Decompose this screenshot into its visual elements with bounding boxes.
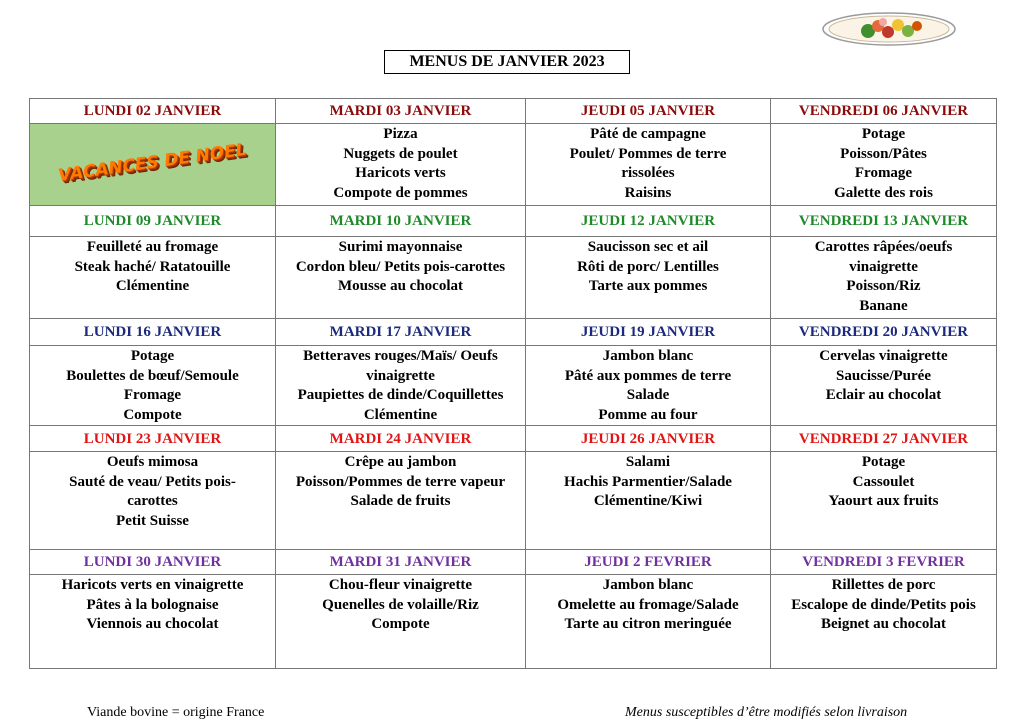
dish: Salade — [626, 387, 670, 403]
menu-cell — [276, 124, 526, 206]
dish: carottes — [127, 493, 178, 509]
menu-cell — [771, 346, 997, 426]
dish: Compote de pommes — [333, 184, 468, 201]
dish: Banane — [859, 297, 908, 314]
day-header: LUNDI 23 JANVIER — [30, 426, 276, 452]
day-header: JEUDI 19 JANVIER — [526, 319, 771, 346]
week-3-header-row — [30, 319, 997, 346]
dish: vinaigrette — [849, 258, 918, 275]
dish: Haricots verts en vinaigrette — [61, 577, 244, 593]
vacances-label: VACANCES DE NOEL — [57, 139, 248, 187]
dish: Clémentine/Kiwi — [593, 493, 703, 509]
menu-cell — [30, 346, 276, 426]
week-3-menu-row — [30, 346, 997, 426]
menu-cell — [30, 452, 276, 550]
dish: Potage — [861, 454, 906, 470]
dish: Salami — [625, 454, 671, 470]
dish: Clémentine — [363, 406, 438, 423]
menu-cell — [526, 346, 771, 426]
day-header: VENDREDI 3 FEVRIER — [771, 550, 997, 575]
dish: Saucisson sec et ail — [587, 239, 709, 255]
dish: Surimi mayonnaise — [338, 239, 463, 255]
dish: Raisins — [624, 184, 672, 201]
dish: Mousse au chocolat — [338, 278, 463, 294]
dish: Steak haché/ Ratatouille — [74, 258, 231, 275]
dish: Cassoulet — [852, 473, 915, 490]
dish: Pâtes à la bolognaise — [86, 596, 219, 613]
dish: Beignet au chocolat — [821, 616, 946, 632]
dish: Sauté de veau/ Petits pois- — [69, 473, 236, 490]
day-header: LUNDI 09 JANVIER — [30, 206, 276, 237]
menu-cell — [526, 575, 771, 669]
menu-cell — [526, 124, 771, 206]
dish: Pomme au four — [598, 406, 698, 423]
week-4-menu-row — [30, 452, 997, 550]
day-header: LUNDI 30 JANVIER — [30, 550, 276, 575]
dish: Haricots verts — [355, 165, 446, 181]
dish: Pâté aux pommes de terre — [564, 367, 732, 384]
menu-cell — [771, 452, 997, 550]
dish: Jambon blanc — [602, 348, 694, 364]
menu-cell — [276, 237, 526, 319]
menu-cell — [771, 237, 997, 319]
dish: Yaourt aux fruits — [828, 493, 939, 509]
dish: Poisson/Riz — [846, 278, 921, 294]
dish: Oeufs mimosa — [106, 454, 199, 470]
footer-note-left: Viande bovine = origine France — [87, 705, 265, 720]
footer-note-right: Menus susceptibles d’être modifiés selon livraison — [625, 705, 908, 720]
day-header: JEUDI 2 FEVRIER — [526, 550, 771, 575]
dish: Tarte aux pommes — [588, 278, 708, 294]
dish: vinaigrette — [366, 367, 435, 384]
week-4-header-row — [30, 426, 997, 452]
dish: Nuggets de poulet — [343, 145, 458, 162]
dish: Hachis Parmentier/Salade — [564, 473, 732, 490]
dish: Compote — [371, 616, 430, 632]
dish: Escalope de dinde/Petits pois — [791, 596, 976, 613]
dish: Poulet/ Pommes de terre — [569, 145, 727, 162]
page-title: MENUS DE JANVIER 2023 — [384, 50, 630, 74]
dish: Jambon blanc — [602, 577, 694, 593]
dish: Compote — [123, 406, 182, 423]
dish: rissolées — [621, 165, 675, 181]
menu-cell — [771, 575, 997, 669]
day-header: JEUDI 05 JANVIER — [526, 99, 771, 124]
day-header: LUNDI 02 JANVIER — [30, 99, 276, 124]
week-5-header-row — [30, 550, 997, 575]
dish: Salade de fruits — [350, 493, 451, 509]
dish: Feuilleté au fromage — [86, 239, 219, 255]
dish: Cervelas vinaigrette — [819, 348, 948, 364]
week-2-header-row — [30, 206, 997, 237]
day-header: MARDI 31 JANVIER — [276, 550, 526, 575]
food-logo-icon — [822, 12, 956, 46]
menu-table — [29, 98, 997, 669]
menu-cell — [771, 124, 997, 206]
dish: Quenelles de volaille/Riz — [322, 596, 479, 613]
menu-cell — [526, 237, 771, 319]
dish: Poisson/Pâtes — [840, 145, 927, 162]
day-header: VENDREDI 27 JANVIER — [771, 426, 997, 452]
menu-cell — [276, 452, 526, 550]
dish: Saucisse/Purée — [836, 367, 931, 384]
dish: Omelette au fromage/Salade — [557, 596, 739, 613]
dish: Boulettes de bœuf/Semoule — [66, 367, 239, 384]
dish: Fromage — [854, 165, 913, 181]
menu-cell — [30, 237, 276, 319]
dish: Poisson/Pommes de terre vapeur — [295, 473, 506, 490]
dish: Rôti de porc/ Lentilles — [577, 258, 719, 275]
day-header: VENDREDI 06 JANVIER — [771, 99, 997, 124]
week-1-menu-row — [30, 124, 997, 206]
dish: Crêpe au jambon — [344, 454, 457, 470]
week-5-menu-row — [30, 575, 997, 669]
menu-cell — [526, 452, 771, 550]
dish: Clémentine — [115, 278, 190, 294]
day-header: MARDI 10 JANVIER — [276, 206, 526, 237]
dish: Pizza — [383, 126, 418, 142]
dish: Rillettes de porc — [831, 577, 936, 593]
week-1-header-row — [30, 99, 997, 124]
dish: Carottes râpées/oeufs — [814, 239, 953, 255]
dish: Chou-fleur vinaigrette — [328, 577, 473, 593]
day-header: MARDI 03 JANVIER — [276, 99, 526, 124]
week-2-menu-row — [30, 237, 997, 319]
dish: Eclair au chocolat — [825, 387, 942, 403]
day-header: MARDI 24 JANVIER — [276, 426, 526, 452]
dish: Potage — [861, 126, 906, 142]
dish: Viennois au chocolat — [86, 616, 219, 632]
dish: Fromage — [123, 387, 182, 403]
menu-cell — [30, 575, 276, 669]
menu-cell — [276, 346, 526, 426]
dish: Petit Suisse — [116, 512, 189, 529]
dish: Pâté de campagne — [590, 126, 706, 142]
day-header: VENDREDI 20 JANVIER — [771, 319, 997, 346]
dish: Potage — [130, 348, 175, 364]
dish: Betteraves rouges/Maïs/ Oeufs — [303, 348, 498, 364]
dish: Galette des rois — [834, 184, 933, 201]
day-header: JEUDI 12 JANVIER — [526, 206, 771, 237]
dish: Cordon bleu/ Petits pois-carottes — [295, 258, 506, 275]
menu-cell — [276, 575, 526, 669]
day-header: MARDI 17 JANVIER — [276, 319, 526, 346]
day-header: VENDREDI 13 JANVIER — [771, 206, 997, 237]
dish: Paupiettes de dinde/Coquillettes — [297, 387, 504, 403]
day-header: JEUDI 26 JANVIER — [526, 426, 771, 452]
dish: Tarte au citron meringuée — [564, 616, 732, 632]
day-header: LUNDI 16 JANVIER — [30, 319, 276, 346]
vacances-cell — [30, 124, 276, 206]
